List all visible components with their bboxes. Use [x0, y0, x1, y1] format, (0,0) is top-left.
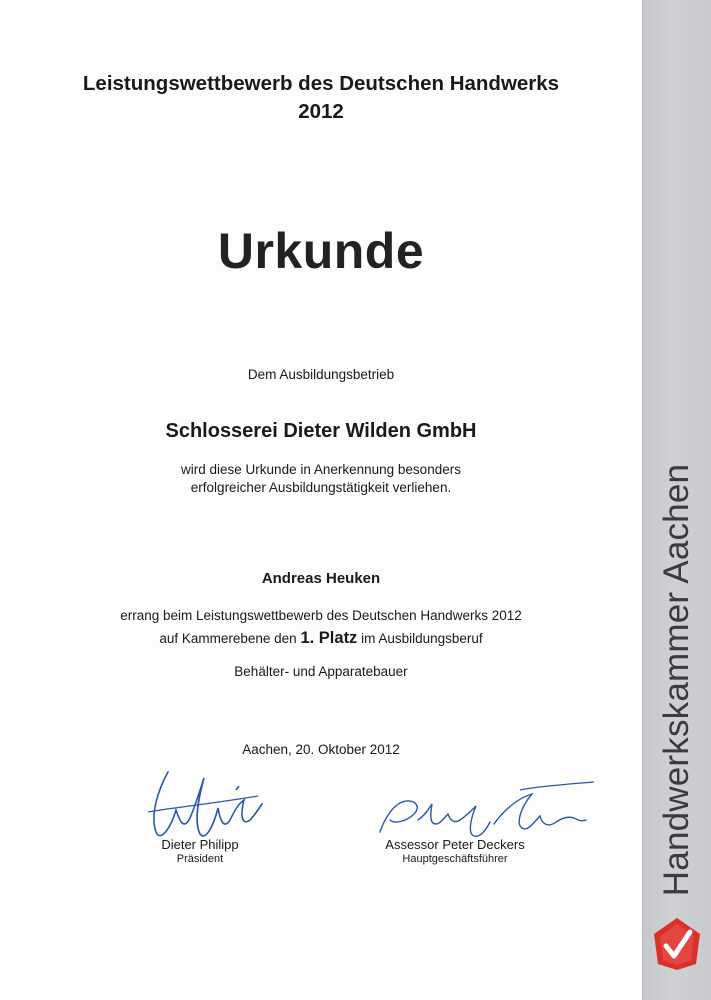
company-name: Schlosserei Dieter Wilden GmbH: [165, 420, 477, 442]
placement: 1. Platz: [300, 629, 358, 647]
recognition-line-1: wird diese Urkunde in Anerkennung besonders: [181, 462, 461, 477]
recognition-text: [0, 461, 642, 497]
trade-name: Behälter- und Apparatebauer: [234, 664, 408, 679]
signature-block-right: [350, 837, 560, 865]
achievement-line-1: errang beim Leistungswettbewerb des Deutschen Handwerks 2012: [120, 608, 522, 623]
intro-text: Dem Ausbildungsbetrieb: [247, 367, 395, 382]
recognition-line-2: erfolgreicher Ausbildungstätigkeit verliehen.: [190, 480, 452, 495]
signer-name-right: Assessor Peter Deckers: [385, 837, 525, 852]
certificate-title: Urkunde: [217, 223, 425, 279]
signer-role-right: Hauptgeschäftsführer: [402, 853, 508, 865]
organization-sidebar: [642, 0, 711, 1000]
competition-header: [0, 70, 642, 126]
achievement-pre: auf Kammerebene den: [159, 631, 297, 646]
signature-block-left: [130, 837, 270, 865]
sidebar-org-name: Handwerkskammer Aachen: [657, 463, 696, 897]
hwk-logo-icon: [652, 916, 702, 972]
achievement-post: im Ausbildungsberuf: [361, 631, 483, 646]
achievement-text: [0, 605, 642, 650]
place-date: Aachen, 20. Oktober 2012: [242, 742, 400, 757]
header-line: Leistungswettbewerb des Deutschen Handwerks: [82, 72, 560, 95]
sidebar-org-name-wrap: [647, 460, 707, 900]
signer-name-left: Dieter Philipp: [161, 837, 239, 852]
signer-role-left: Präsident: [176, 853, 224, 865]
achievement-line-2: [0, 627, 642, 650]
header-year: 2012: [298, 100, 344, 123]
winner-name: Andreas Heuken: [261, 570, 381, 587]
